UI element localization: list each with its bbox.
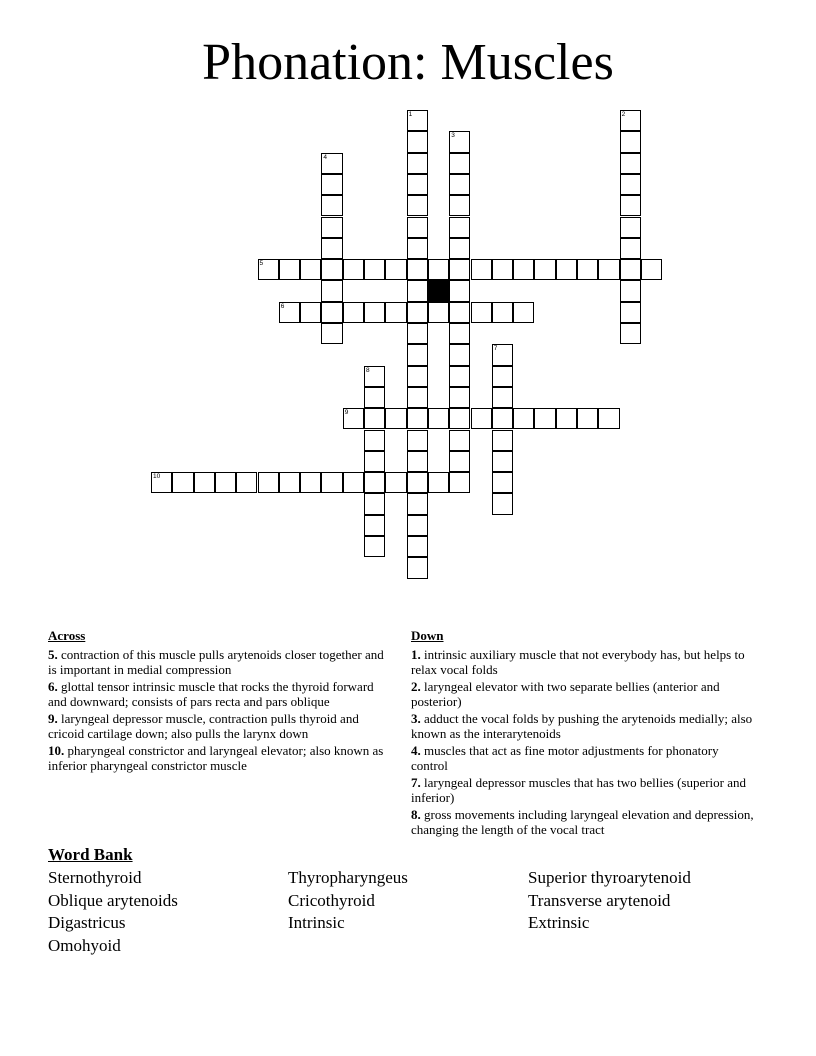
crossword-cell[interactable] xyxy=(428,259,449,280)
crossword-cell[interactable] xyxy=(620,302,641,323)
crossword-cell[interactable] xyxy=(385,408,406,429)
crossword-cell[interactable] xyxy=(172,472,193,493)
crossword-cell[interactable] xyxy=(620,323,641,344)
word-bank-item: Intrinsic xyxy=(288,913,345,932)
crossword-cell[interactable] xyxy=(620,217,641,238)
clue-number: 9. xyxy=(48,710,58,726)
clue xyxy=(411,775,756,806)
clue xyxy=(411,807,756,838)
crossword-cell[interactable] xyxy=(449,153,470,174)
crossword-cell[interactable] xyxy=(407,387,428,408)
clue-text: contraction of this muscle pulls arytenoids closer together and is important in medial compression xyxy=(48,646,384,677)
crossword-cell[interactable] xyxy=(279,472,300,493)
crossword-cell[interactable] xyxy=(471,302,492,323)
crossword-cell[interactable] xyxy=(343,408,364,429)
clue xyxy=(411,743,756,774)
crossword-cell[interactable] xyxy=(449,280,470,301)
clue-text: laryngeal depressor muscles that has two bellies (superior and inferior) xyxy=(411,774,747,805)
clue-number: 6. xyxy=(48,678,58,694)
crossword-cell[interactable] xyxy=(492,430,513,451)
clue-number: 9 xyxy=(344,409,349,417)
crossword-cell[interactable] xyxy=(620,259,641,280)
crossword-cell[interactable] xyxy=(407,451,428,472)
crossword-cell[interactable] xyxy=(471,259,492,280)
clue-number: 10 xyxy=(153,473,161,481)
crossword-cell[interactable] xyxy=(492,259,513,280)
crossword-cell[interactable] xyxy=(428,302,449,323)
crossword-cell[interactable] xyxy=(321,195,342,216)
crossword-cell[interactable] xyxy=(577,259,598,280)
crossword-cell[interactable] xyxy=(321,153,342,174)
across-heading: Across xyxy=(48,628,86,643)
clue-text: pharyngeal constrictor and laryngeal elevator; also known as inferior pharyngeal constrictor muscle xyxy=(48,742,384,773)
crossword-cell[interactable] xyxy=(449,451,470,472)
clue xyxy=(48,647,393,678)
crossword-cell[interactable] xyxy=(534,408,555,429)
word-bank-heading: Word Bank xyxy=(48,845,133,864)
crossword-cell[interactable] xyxy=(492,366,513,387)
crossword-cell[interactable] xyxy=(364,451,385,472)
crossword-cell[interactable] xyxy=(449,131,470,152)
clue xyxy=(411,647,756,678)
crossword-cell[interactable] xyxy=(321,280,342,301)
crossword-cell[interactable] xyxy=(364,515,385,536)
clue-number: 10. xyxy=(48,742,65,758)
crossword-cell[interactable] xyxy=(343,472,364,493)
clue-number: 7 xyxy=(493,345,498,353)
crossword-cell[interactable] xyxy=(258,259,279,280)
crossword-cell[interactable] xyxy=(407,323,428,344)
across-clues xyxy=(48,628,393,775)
crossword-cell[interactable] xyxy=(407,280,428,301)
crossword-cell[interactable] xyxy=(449,195,470,216)
clue-number: 5. xyxy=(48,646,58,662)
clue-number: 2. xyxy=(411,678,421,694)
crossword-cell[interactable] xyxy=(407,302,428,323)
crossword-cell[interactable] xyxy=(258,472,279,493)
crossword-cell[interactable] xyxy=(513,259,534,280)
crossword-cell[interactable] xyxy=(215,472,236,493)
clue-text: laryngeal elevator with two separate bellies (anterior and posterior) xyxy=(411,678,720,709)
crossword-cell[interactable] xyxy=(364,366,385,387)
crossword-cell[interactable] xyxy=(385,472,406,493)
crossword-cell[interactable] xyxy=(385,259,406,280)
clue-number: 8. xyxy=(411,806,421,822)
clue-number: 4. xyxy=(411,742,421,758)
crossword-cell[interactable] xyxy=(449,430,470,451)
crossword-cell[interactable] xyxy=(151,472,172,493)
crossword-cell[interactable] xyxy=(620,153,641,174)
word-bank-list xyxy=(48,867,768,957)
crossword-cell[interactable] xyxy=(598,259,619,280)
crossword-cell[interactable] xyxy=(321,302,342,323)
crossword-cell[interactable] xyxy=(407,536,428,557)
down-clues xyxy=(411,628,756,839)
clue-number: 7. xyxy=(411,774,421,790)
crossword-cell[interactable] xyxy=(364,493,385,514)
word-bank-item: Digastricus xyxy=(48,913,126,932)
crossword-cell[interactable] xyxy=(194,472,215,493)
across-clue-list xyxy=(48,647,393,774)
crossword-cell[interactable] xyxy=(364,387,385,408)
crossword-cell[interactable] xyxy=(598,408,619,429)
crossword-cell[interactable] xyxy=(449,217,470,238)
word-bank-item: Sternothyroid xyxy=(48,868,142,887)
crossword-cell[interactable] xyxy=(534,259,555,280)
clue-text: adduct the vocal folds by pushing the arytenoids medially; also known as the interarytenoids xyxy=(411,710,753,741)
crossword-cell[interactable] xyxy=(407,174,428,195)
crossword-cell[interactable] xyxy=(364,430,385,451)
clue-number: 2 xyxy=(621,111,626,118)
crossword-cell[interactable] xyxy=(321,259,342,280)
word-bank-item: Cricothyroid xyxy=(288,890,375,910)
crossword-cell[interactable] xyxy=(556,259,577,280)
word-bank-item: Transverse arytenoid xyxy=(528,890,671,910)
crossword-cell[interactable] xyxy=(449,302,470,323)
clue-number: 1. xyxy=(411,646,421,662)
crossword-cell[interactable] xyxy=(449,366,470,387)
word-bank-item: Oblique arytenoids xyxy=(48,890,178,910)
crossword-cell[interactable] xyxy=(321,323,342,344)
crossword-cell[interactable] xyxy=(492,387,513,408)
crossword-cell[interactable] xyxy=(364,472,385,493)
clue xyxy=(48,711,393,742)
crossword-cell[interactable] xyxy=(407,238,428,259)
crossword-cell[interactable] xyxy=(300,259,321,280)
clue-text: laryngeal depressor muscle, contraction pulls thyroid and cricoid cartilage down; also pulls the larynx down xyxy=(48,710,359,741)
clue-text: gross movements including laryngeal elevation and depression, changing the length of the vocal tract xyxy=(411,806,754,837)
black-square xyxy=(428,280,449,301)
word-bank-item: Superior thyroarytenoid xyxy=(528,868,691,887)
crossword-cell[interactable] xyxy=(364,302,385,323)
crossword-cell[interactable] xyxy=(321,238,342,259)
crossword-cell[interactable] xyxy=(407,366,428,387)
word-bank-item: Extrinsic xyxy=(528,913,590,932)
crossword-cell[interactable] xyxy=(385,302,406,323)
clue-number: 3. xyxy=(411,710,421,726)
crossword-cell[interactable] xyxy=(407,493,428,514)
crossword-cell[interactable] xyxy=(492,408,513,429)
crossword-cell[interactable] xyxy=(321,217,342,238)
crossword-cell[interactable] xyxy=(407,472,428,493)
crossword-cell[interactable] xyxy=(279,302,300,323)
crossword-cell[interactable] xyxy=(641,259,662,280)
crossword-cell[interactable] xyxy=(364,408,385,429)
clue-text: glottal tensor intrinsic muscle that rocks the thyroid forward and downward; consists of pars recta and pars oblique xyxy=(48,678,374,709)
crossword-cell[interactable] xyxy=(492,451,513,472)
clue-text: intrinsic auxiliary muscle that not everybody has, but helps to relax vocal folds xyxy=(411,646,745,677)
clue xyxy=(48,743,393,774)
crossword-cell[interactable] xyxy=(321,174,342,195)
crossword-cell[interactable] xyxy=(279,259,300,280)
clue xyxy=(411,679,756,710)
crossword-cell[interactable] xyxy=(620,174,641,195)
crossword-cell[interactable] xyxy=(407,131,428,152)
clue xyxy=(411,711,756,742)
crossword-cell[interactable] xyxy=(492,302,513,323)
crossword-cell[interactable] xyxy=(343,259,364,280)
crossword-cell[interactable] xyxy=(300,472,321,493)
crossword-cell[interactable] xyxy=(428,408,449,429)
crossword-cell[interactable] xyxy=(364,259,385,280)
down-heading: Down xyxy=(411,628,444,643)
clue-number: 3 xyxy=(451,132,455,140)
crossword-cell[interactable] xyxy=(620,195,641,216)
word-bank xyxy=(48,845,768,957)
clue-number: 6 xyxy=(280,302,285,310)
crossword-cell[interactable] xyxy=(407,259,428,280)
crossword-cell[interactable] xyxy=(407,430,428,451)
crossword-cell[interactable] xyxy=(449,472,470,493)
crossword-cell[interactable] xyxy=(620,110,641,131)
crossword-cell[interactable] xyxy=(321,472,342,493)
crossword-cell[interactable] xyxy=(407,153,428,174)
crossword-cell[interactable] xyxy=(449,238,470,259)
crossword-cell[interactable] xyxy=(513,408,534,429)
crossword-cell[interactable] xyxy=(492,493,513,514)
clue xyxy=(48,679,393,710)
crossword-cell[interactable] xyxy=(407,408,428,429)
crossword-cell[interactable] xyxy=(449,323,470,344)
crossword-cell[interactable] xyxy=(407,110,428,131)
clue-text: muscles that act as fine motor adjustments for phonatory control xyxy=(411,742,719,773)
crossword-cell[interactable] xyxy=(620,280,641,301)
crossword-cell[interactable] xyxy=(492,472,513,493)
crossword-cell[interactable] xyxy=(407,344,428,365)
clue-number: 8 xyxy=(366,366,370,374)
crossword-cell[interactable] xyxy=(449,387,470,408)
page-title: Phonation: Muscles xyxy=(202,34,614,91)
crossword-cell[interactable] xyxy=(492,344,513,365)
crossword-cell[interactable] xyxy=(449,174,470,195)
crossword-cell[interactable] xyxy=(407,515,428,536)
crossword-cell[interactable] xyxy=(407,557,428,578)
crossword-cell[interactable] xyxy=(236,472,257,493)
crossword-cell[interactable] xyxy=(620,131,641,152)
word-bank-item: Thyropharyngeus xyxy=(288,868,408,887)
crossword-cell[interactable] xyxy=(428,472,449,493)
crossword-cell[interactable] xyxy=(364,536,385,557)
down-clue-list xyxy=(411,647,756,838)
crossword-cell[interactable] xyxy=(449,344,470,365)
crossword-cell[interactable] xyxy=(407,195,428,216)
crossword-cell[interactable] xyxy=(620,238,641,259)
crossword-cell[interactable] xyxy=(343,302,364,323)
crossword-cell[interactable] xyxy=(556,408,577,429)
crossword-cell[interactable] xyxy=(577,408,598,429)
clue-number: 4 xyxy=(323,153,328,161)
crossword-cell[interactable] xyxy=(513,302,534,323)
crossword-cell[interactable] xyxy=(407,217,428,238)
crossword-cell[interactable] xyxy=(471,408,492,429)
crossword-cell[interactable] xyxy=(449,259,470,280)
word-bank-item: Omohyoid xyxy=(48,935,121,955)
clue-number: 1 xyxy=(408,111,413,118)
clue-number: 5 xyxy=(259,260,264,268)
crossword-cell[interactable] xyxy=(300,302,321,323)
crossword-cell[interactable] xyxy=(449,408,470,429)
